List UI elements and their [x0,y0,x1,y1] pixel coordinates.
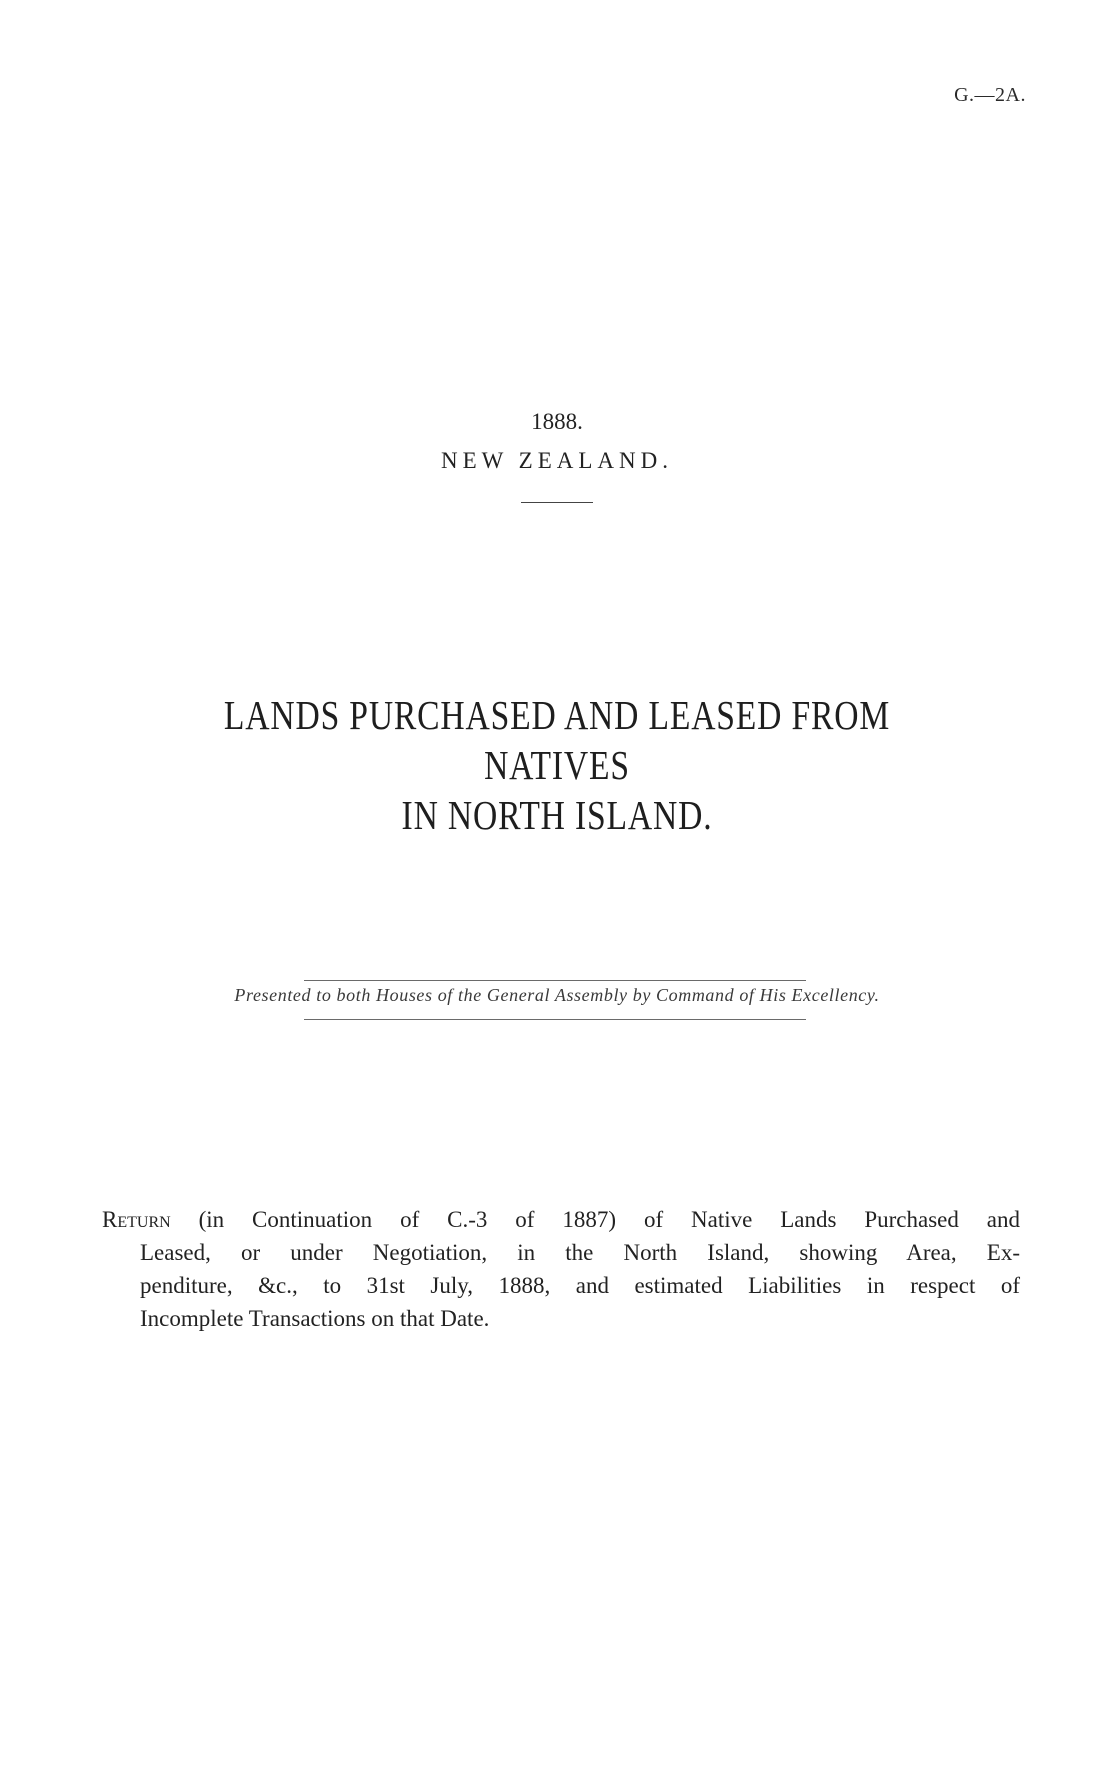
heading-divider [521,502,593,503]
year: 1888. [531,409,583,434]
return-lead-word: Return [102,1207,171,1232]
document-reference: G.—2A. [954,84,1026,106]
return-line-1 [102,1203,1020,1236]
presented-rule-top [304,980,806,981]
title-line-2: IN NORTH ISLAND. [401,792,713,838]
document-title [182,690,931,840]
return-statement [102,1203,1020,1335]
return-line-3: penditure, &c., to 31st July, 1888, and estimated Liabilities in respect of [140,1273,1020,1298]
country-heading: NEW ZEALAND. [440,448,674,473]
return-line-4: Incomplete Transactions on that Date. [140,1306,490,1331]
return-line-1-text: (in Continuation of C.-3 of 1887) of Native Lands Purchased and [170,1207,1020,1232]
return-line-2: Leased, or under Negotiation, in the North Island, showing Area, Ex- [140,1240,1020,1265]
presented-note: Presented to both Houses of the General Assembly by Command of His Excellency. [234,985,880,1005]
presented-rule-bottom [304,1019,806,1020]
title-line-1: LANDS PURCHASED AND LEASED FROM NATIVES [223,692,891,788]
